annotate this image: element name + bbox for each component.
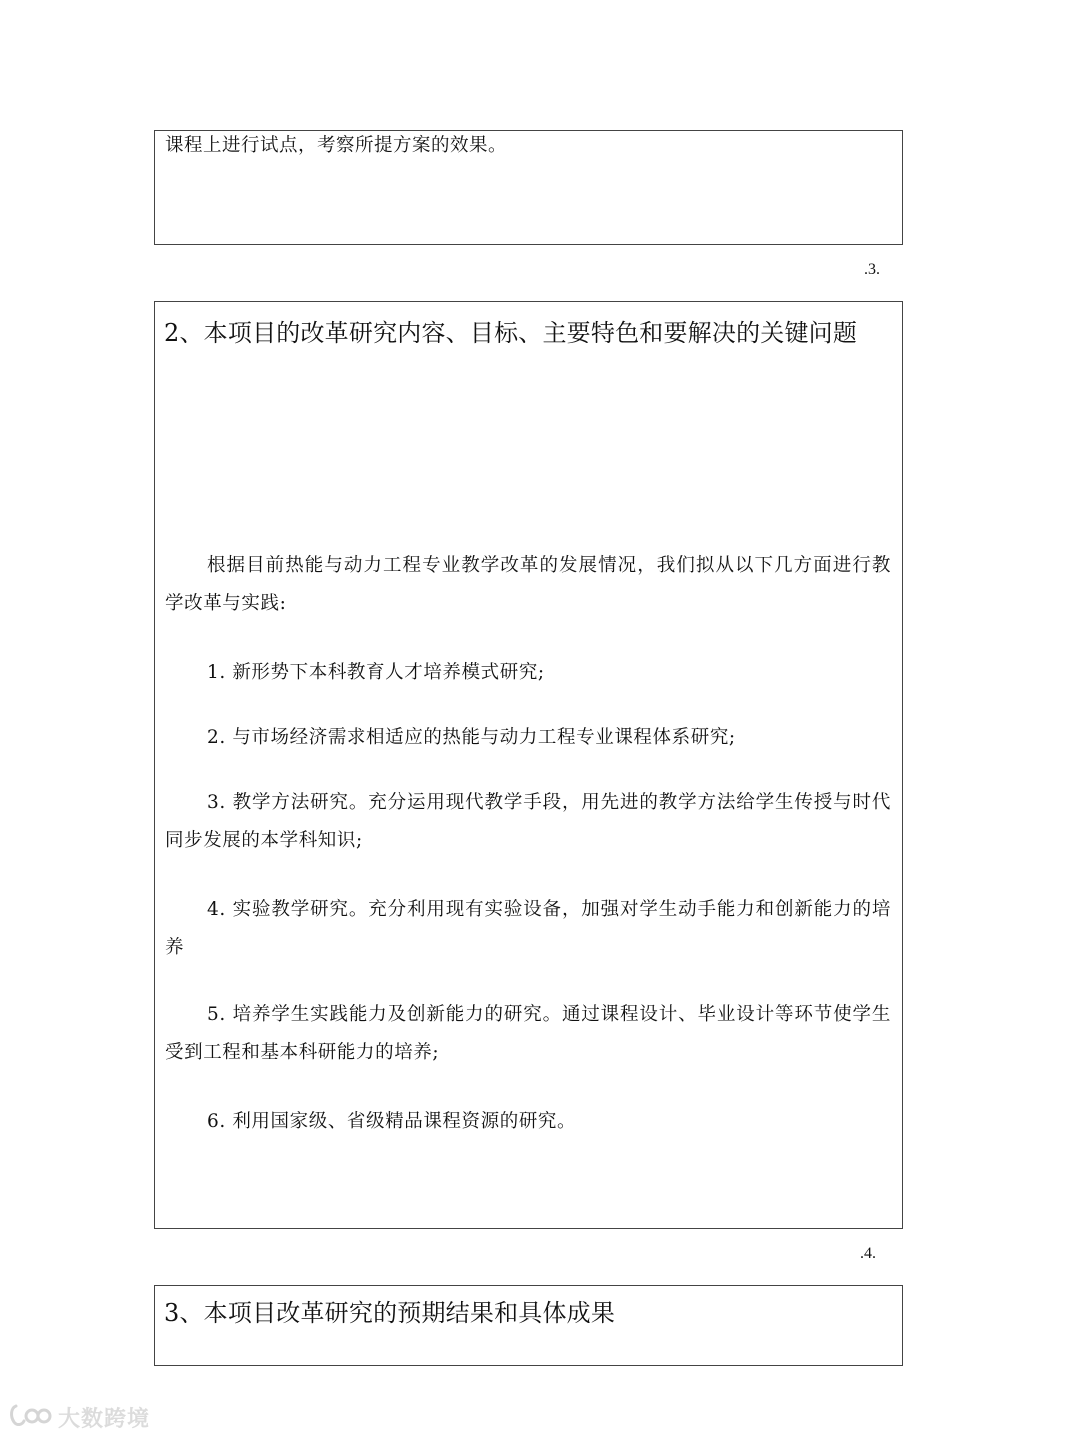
brand-logo-icon: [8, 1402, 52, 1432]
list-item-2: 2. 与市场经济需求相适应的热能与动力工程专业课程体系研究;: [207, 727, 736, 748]
section-2-box: [154, 301, 903, 1229]
watermark-text: 大数跨境: [58, 1406, 151, 1432]
section-1-tail-text: 课程上进行试点，考察所提方案的效果。: [165, 135, 508, 156]
section-3-heading: 3、本项目改革研究的预期结果和具体成果: [164, 1299, 616, 1327]
section-2-intro-paragraph: 根据目前热能与动力工程专业教学改革的发展情况，我们拟从以下几方面进行教学改革与实践:: [165, 555, 891, 614]
list-item-1: 1. 新形势下本科教育人才培养模式研究;: [207, 662, 545, 683]
list-item-4: 4. 实验教学研究。充分利用现有实验设备，加强对学生动手能力和创新能力的培养: [165, 899, 891, 958]
page-number-4: .4.: [860, 1245, 876, 1262]
page-number-3: .3.: [864, 261, 880, 278]
list-item-3: 3. 教学方法研究。充分运用现代教学手段，用先进的教学方法给学生传授与时代同步发展的本学科知识;: [165, 792, 891, 851]
list-item-5: 5. 培养学生实践能力及创新能力的研究。通过课程设计、毕业设计等环节使学生受到工程和基本科研能力的培养;: [165, 1004, 891, 1063]
watermark: [8, 1402, 150, 1432]
section-3-box: [154, 1285, 903, 1366]
section-2-heading: 2、本项目的改革研究内容、目标、主要特色和要解决的关键问题: [164, 319, 858, 347]
list-item-6: 6. 利用国家级、省级精品课程资源的研究。: [207, 1111, 577, 1132]
section-1-continuation-box: [154, 130, 903, 245]
